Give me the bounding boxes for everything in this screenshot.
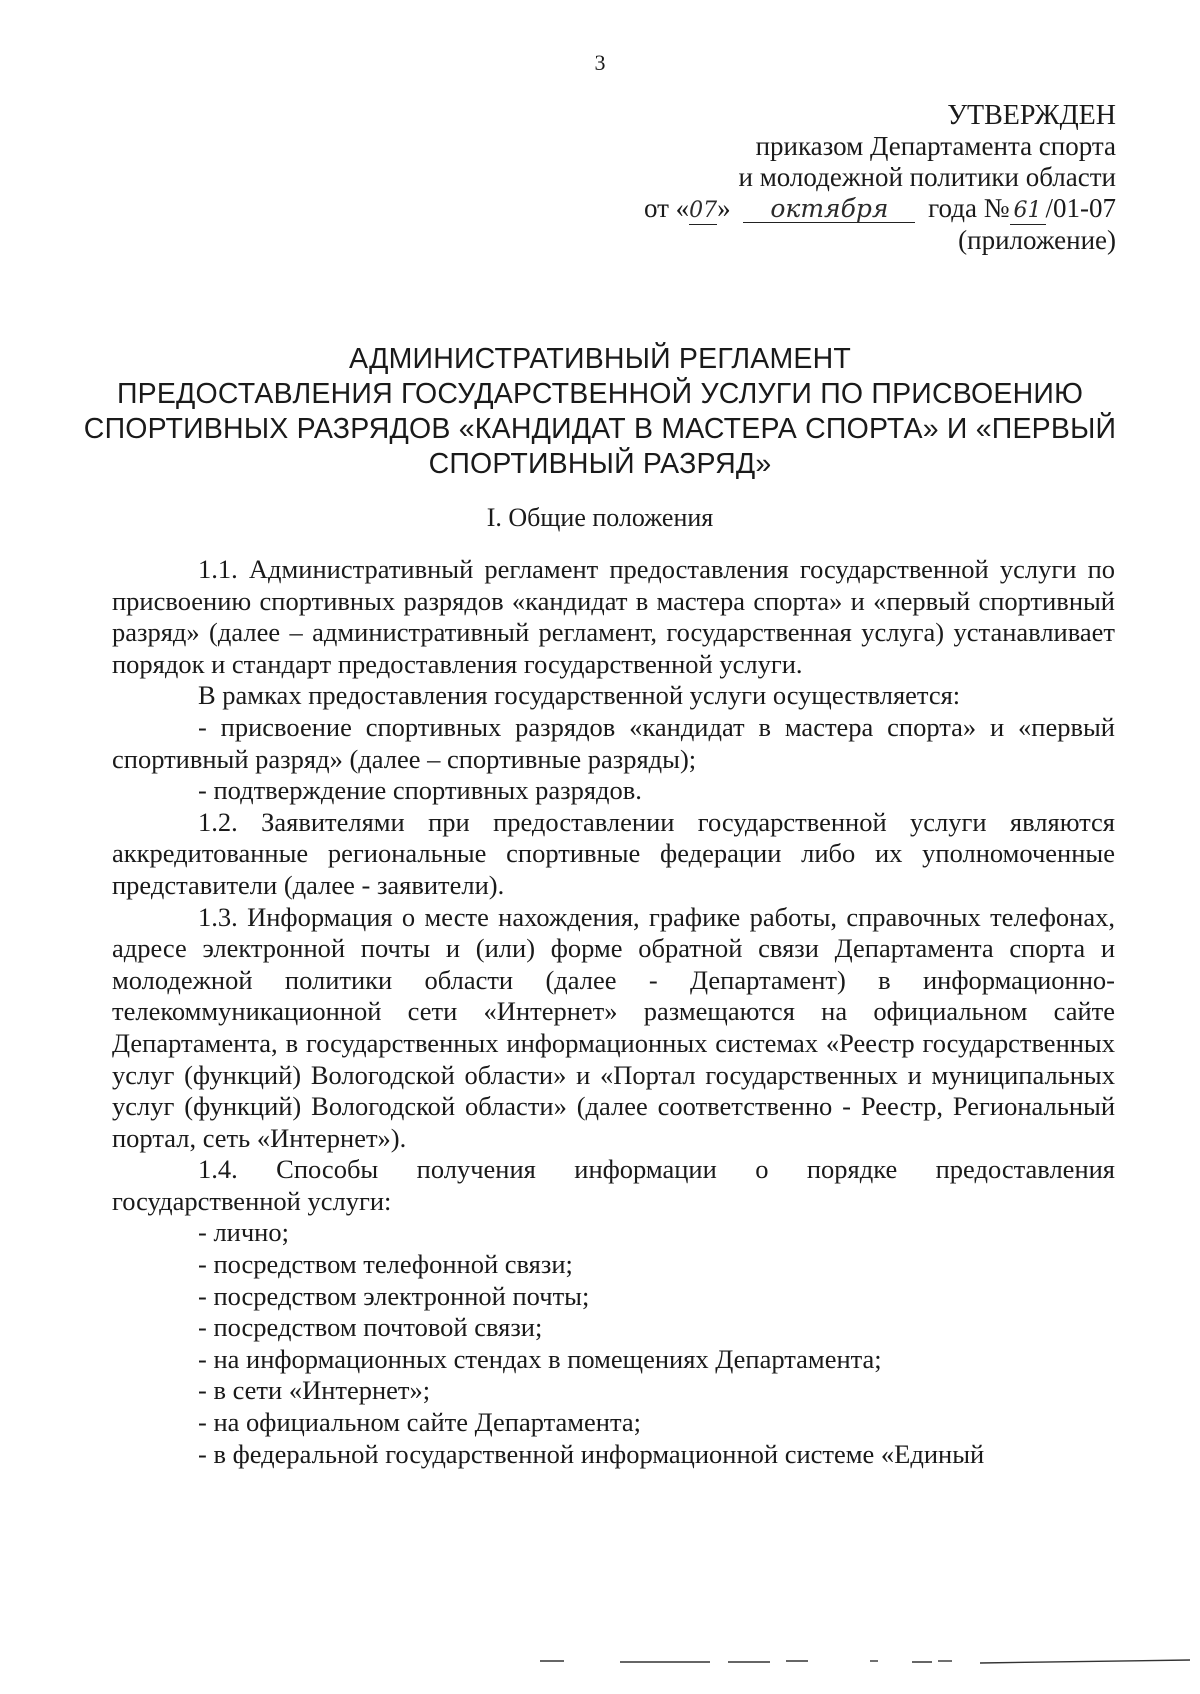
order-suffix: /01-07 — [1045, 193, 1116, 223]
list-item: - на информационных стендах в помещениях Департамента; — [198, 1343, 882, 1374]
paragraph-1-2: 1.2. Заявителями при предоставлении государственной услуги являются аккредитованные региональные спортивные федерации либо их уполномоченные представители (далее - заявители). — [112, 806, 1115, 900]
list-item: - посредством почтовой связи; — [198, 1312, 543, 1343]
document-title — [0, 342, 1200, 482]
approval-line-1: приказом Департамента спорта — [755, 131, 1116, 161]
date-day-close: » — [717, 193, 731, 223]
handwritten-order-number: 61 — [1010, 198, 1046, 225]
paragraph-1-1: 1.1. Административный регламент предоставления государственной услуги по присвоению спортивных разрядов «кандидат в мастера спорта» и «первый спортивный разряд» (далее – административный регламент, государственная услуга) устанавливает порядок и стандарт предоставления государственной услуги. — [112, 554, 1115, 679]
list-item: - посредством электронной почты; — [198, 1280, 590, 1311]
approval-heading: УТВЕРЖДЕН — [947, 100, 1116, 131]
title-line-2: ПРЕДОСТАВЛЕНИЯ ГОСУДАРСТВЕННОЙ УСЛУГИ ПО ПРИСВОЕНИЮ — [116, 378, 1084, 410]
document-body — [112, 554, 1115, 1470]
list-item-assignment: - присвоение спортивных разрядов «кандидат в мастера спорта» и «первый спортивный разряд» (далее – спортивные разряды); — [112, 711, 1115, 774]
approval-block — [644, 100, 1116, 256]
approval-line-2: и молодежной политики области — [738, 162, 1116, 192]
title-line-1: АДМИНИСТРАТИВНЫЙ РЕГЛАМЕНТ — [348, 343, 852, 375]
paragraph-1-3: 1.3. Информация о месте нахождения, графике работы, справочных телефонах, адресе электронной почты и (или) форме обратной связи Департамента спорта и молодежной политики области (далее - Департамент) в информационно-телекоммуникационной сети «Интернет» размещаются на официальном сайте Департамента, в государственных информационных системах «Реестр государственных услуг (функций) Вологодской области» и «Портал государственных и муниципальных услуг (функций) Вологодской области» (далее соответственно - Реестр, Региональный портал, сеть «Интернет»). — [112, 901, 1115, 1153]
paragraph-1-4: 1.4. Способы получения информации о порядке предоставления государственной услуги: — [112, 1154, 1115, 1216]
list-item: - в сети «Интернет»; — [198, 1375, 431, 1406]
list-item: - на официальном сайте Департамента; — [198, 1407, 642, 1438]
date-prefix: от « — [643, 193, 690, 223]
list-item: - в федеральной государственной информационной системе «Единый — [198, 1438, 985, 1469]
date-mid: года № — [928, 193, 1010, 223]
handwritten-day: 07 — [689, 198, 718, 223]
page-number: 3 — [594, 50, 606, 75]
paragraph-1-1-b: В рамках предоставления государственной услуги осуществляется: — [198, 680, 961, 711]
list-item: - лично; — [198, 1217, 289, 1248]
handwritten-month: октября — [743, 196, 915, 223]
scan-artifact-lines — [540, 1655, 1190, 1667]
list-item-confirmation: - подтверждение спортивных разрядов. — [198, 775, 642, 806]
title-line-3: СПОРТИВНЫХ РАЗРЯДОВ «КАНДИДАТ В МАСТЕРА СПОРТА» И «ПЕРВЫЙ — [83, 413, 1117, 445]
section-heading: I. Общие положения — [486, 503, 714, 532]
title-line-4: СПОРТИВНЫЙ РАЗРЯД» — [428, 448, 772, 480]
approval-date-line — [644, 193, 1116, 225]
list-item: - посредством телефонной связи; — [198, 1249, 573, 1280]
attachment-label: (приложение) — [958, 225, 1116, 255]
